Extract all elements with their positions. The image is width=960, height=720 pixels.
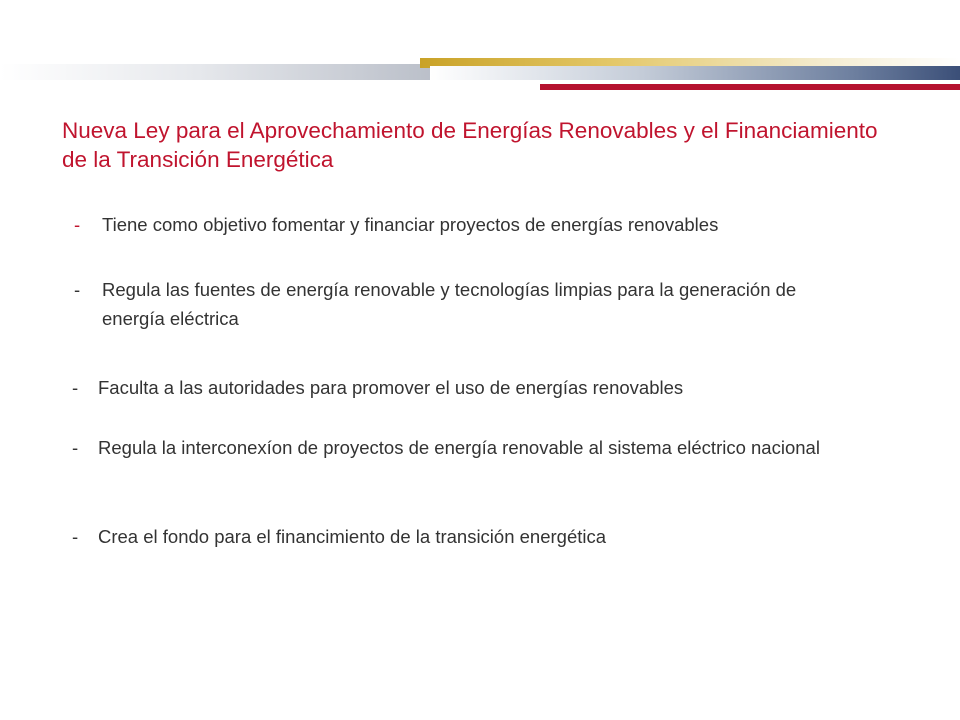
bullet-text: Regula la interconexíon de proyectos de energía renovable al sistema eléctrico nacional (98, 437, 820, 458)
bullet-item (72, 210, 952, 239)
bullet-text: Crea el fondo para el financimiento de la transición energética (98, 526, 607, 547)
bullet-text: Tiene como objetivo fomentar y financiar proyectos de energías renovables (102, 214, 719, 235)
bullet-marker: - (72, 377, 79, 398)
bullet-marker: - (72, 437, 79, 458)
bullet-item (72, 433, 952, 462)
bullet-marker: - (72, 526, 79, 547)
bullet-item (72, 522, 952, 551)
slide-title: Nueva Ley para el Aprovechamiento de Energías Renovables y el Financiamiento de la Transición Energética (62, 118, 878, 172)
bullet-text: Regula las fuentes de energía renovable y tecnologías limpias para la generación de energía eléctrica (102, 279, 797, 329)
bullet-text: Faculta a las autoridades para promover el uso de energías renovables (98, 377, 684, 398)
bullet-item (72, 275, 952, 333)
bullet-marker: - (74, 214, 81, 235)
bullet-item (72, 373, 952, 402)
bullet-marker: - (74, 279, 81, 300)
